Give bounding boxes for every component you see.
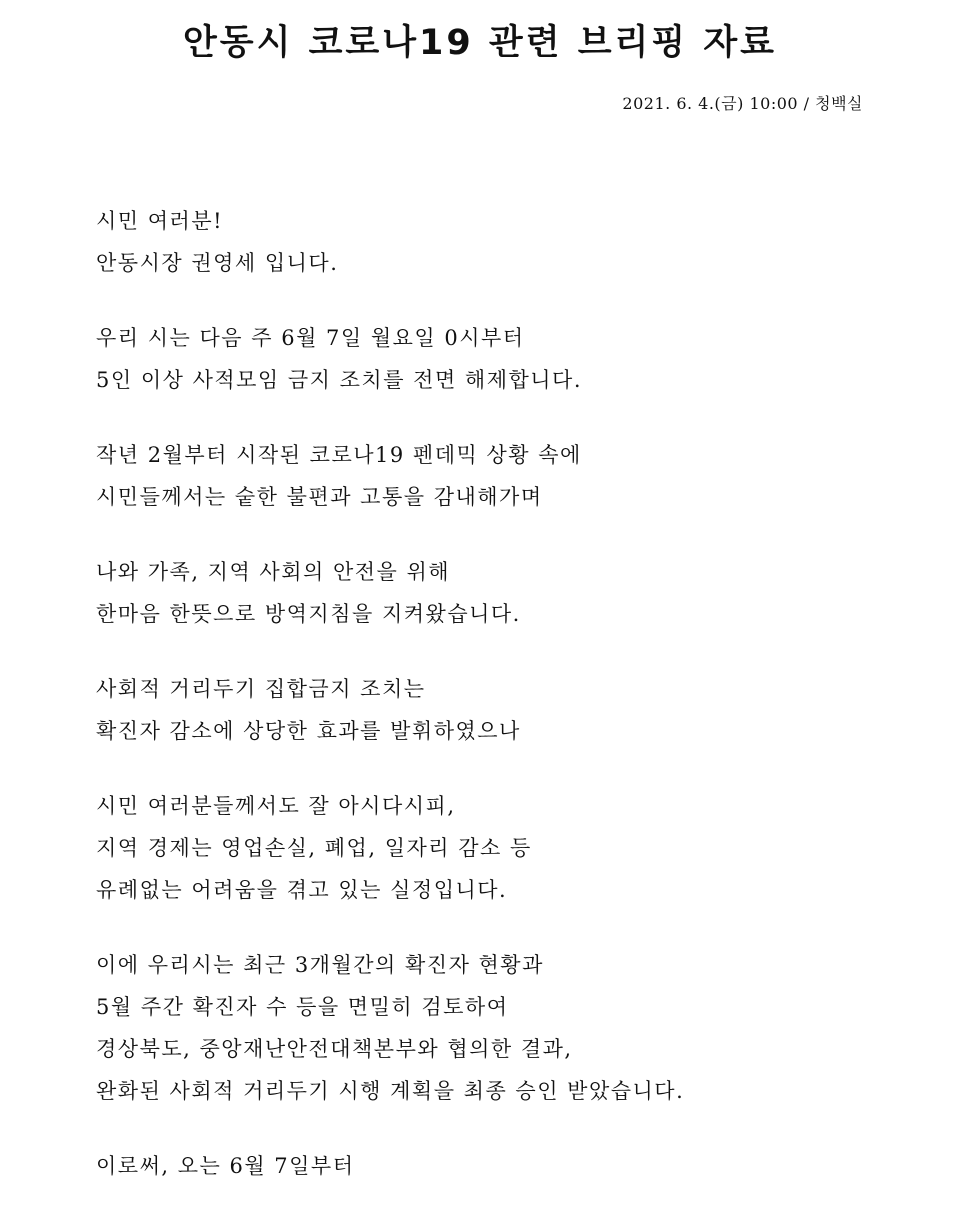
text-line: 시민들께서는 숱한 불편과 고통을 감내해가며 xyxy=(96,485,543,509)
text-line: 나와 가족, 지역 사회의 안전을 위해 xyxy=(96,560,451,584)
text-line: 경상북도, 중앙재난안전대책본부와 협의한 결과, xyxy=(96,1037,573,1061)
text-line: 우리 시는 다음 주 6월 7일 월요일 0시부터 xyxy=(96,326,525,350)
text-line: 확진자 감소에 상당한 효과를 발휘하였으나 xyxy=(96,719,521,743)
paragraph xyxy=(96,668,916,752)
text-line: 시민 여러분들께서도 잘 아시다시피, xyxy=(96,794,456,818)
text-line: 5인 이상 사적모임 금지 조치를 전면 해제합니다. xyxy=(96,368,583,392)
text-line: 안동시장 권영세 입니다. xyxy=(96,251,339,275)
document-title: 안동시 코로나19 관련 브리핑 자료 xyxy=(183,23,777,63)
text-line: 사회적 거리두기 집합금지 조치는 xyxy=(96,677,426,701)
paragraph xyxy=(96,317,916,401)
document-body xyxy=(96,200,916,1220)
paragraph xyxy=(96,1145,916,1187)
text-line: 작년 2월부터 시작된 코로나19 펜데믹 상황 속에 xyxy=(96,443,582,467)
text-line: 5월 주간 확진자 수 등을 면밀히 검토하여 xyxy=(96,995,509,1019)
paragraph xyxy=(96,785,916,911)
text-line: 시민 여러분! xyxy=(96,209,224,233)
text-line: 이에 우리시는 최근 3개월간의 확진자 현황과 xyxy=(96,953,544,977)
text-line: 한마음 한뜻으로 방역지침을 지켜왔습니다. xyxy=(96,602,521,626)
text-line: 이로써, 오는 6월 7일부터 xyxy=(96,1154,355,1178)
text-line: 지역 경제는 영업손실, 폐업, 일자리 감소 등 xyxy=(96,836,532,860)
paragraph xyxy=(96,434,916,518)
document-date-location: 2021. 6. 4.(금) 10:00 / 청백실 xyxy=(622,94,863,113)
text-line: 유례없는 어려움을 겪고 있는 실정입니다. xyxy=(96,878,508,902)
text-line: 완화된 사회적 거리두기 시행 계획을 최종 승인 받았습니다. xyxy=(96,1079,685,1103)
paragraph xyxy=(96,944,916,1112)
paragraph xyxy=(96,200,916,284)
paragraph xyxy=(96,551,916,635)
